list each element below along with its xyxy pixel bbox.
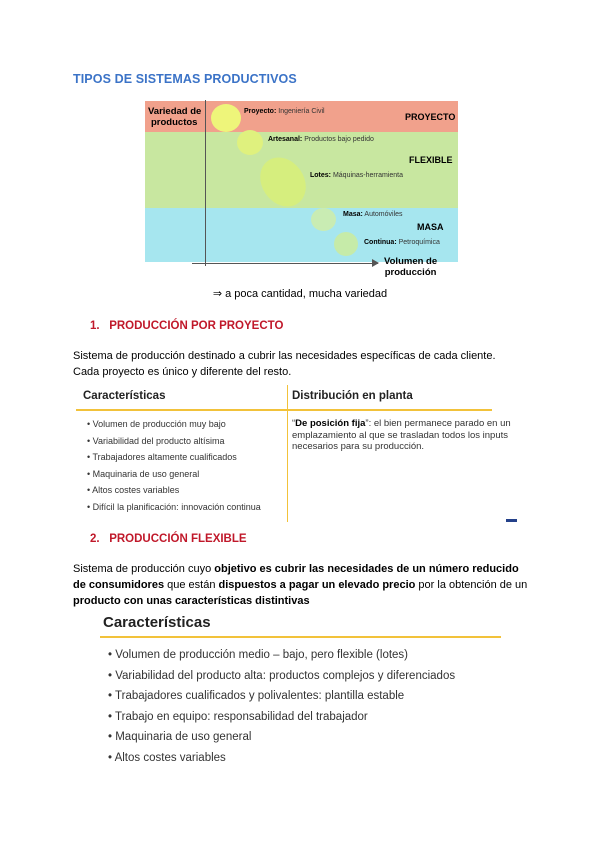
y-axis-label-line1: Variedad de bbox=[148, 106, 202, 117]
y-axis bbox=[205, 100, 206, 266]
section1-line1: Sistema de producción destinado a cubrir las necesidades específicas de cada cliente. bbox=[73, 350, 496, 362]
point-label-artesanal: Artesanal: Productos bajo pedido bbox=[268, 136, 374, 143]
table2-divider bbox=[100, 636, 501, 638]
list-item: • Maquinaria de uso general bbox=[87, 468, 200, 479]
list-item: • Trabajadores cualificados y polivalentes: plantilla estable bbox=[108, 690, 405, 702]
section2-description: Sistema de producción cuyo objetivo es cubrir las necesidades de un número reducido de consumidores que están dispuestos a pagar un elevado precio por la obtención de un producto con unas características distintivas bbox=[73, 563, 528, 607]
list-item: • Altos costes variables bbox=[108, 751, 226, 764]
y-axis-label bbox=[148, 106, 201, 128]
table1-col2-head: Distribución en planta bbox=[292, 390, 413, 402]
table1-column-divider bbox=[287, 385, 288, 522]
bubble-continua bbox=[334, 232, 358, 256]
bubble-artesanal bbox=[237, 130, 263, 155]
list-item: • Trabajo en equipo: responsabilidad del trabajador bbox=[108, 710, 368, 723]
section1-number: 1. bbox=[90, 320, 100, 332]
point-label-continua: Continua: Petroquímica bbox=[364, 239, 440, 246]
list-item: • Volumen de producción muy bajo bbox=[87, 419, 226, 429]
table1-distribution-text: “De posición fija”: el bien permanece parado en un emplazamiento al que se trasladan todos los inputs necesarios para su producción. bbox=[292, 418, 511, 452]
section1-description bbox=[73, 348, 496, 380]
list-item: • Variabilidad del producto altísima bbox=[87, 435, 225, 446]
category-masa: MASA bbox=[417, 222, 444, 232]
x-axis-label-line1: Volumen de bbox=[384, 256, 438, 267]
diagram-caption: ⇒ a poca cantidad, mucha variedad bbox=[212, 288, 388, 300]
decorative-mark bbox=[506, 519, 517, 522]
page-title: TIPOS DE SISTEMAS PRODUCTIVOS bbox=[73, 72, 297, 86]
section1-title: PRODUCCIÓN POR PROYECTO bbox=[109, 320, 284, 332]
point-label-masa: Masa: Automóviles bbox=[343, 211, 403, 218]
table1-list bbox=[87, 416, 261, 515]
band-masa bbox=[145, 208, 458, 262]
list-item: • Difícil la planificación: innovación continua bbox=[87, 501, 261, 512]
section2-heading bbox=[90, 533, 247, 545]
list-item: • Volumen de producción medio – bajo, pero flexible (lotes) bbox=[108, 649, 409, 661]
table1-col1-head: Características bbox=[83, 390, 166, 402]
bubble-masa bbox=[311, 208, 336, 231]
y-axis-label-line2: productos bbox=[151, 117, 198, 128]
list-item: • Variabilidad del producto alta: productos complejos y diferenciados bbox=[108, 669, 456, 682]
x-axis bbox=[192, 263, 378, 264]
category-flexible: FLEXIBLE bbox=[409, 155, 453, 165]
point-label-proyecto: Proyecto: Ingeniería Civil bbox=[244, 108, 325, 115]
bubble-proyecto bbox=[211, 104, 241, 132]
list-item: • Altos costes variables bbox=[87, 485, 180, 495]
x-axis-arrow-icon bbox=[372, 259, 379, 267]
list-item: • Trabajadores altamente cualificados bbox=[87, 452, 237, 462]
section2-title: PRODUCCIÓN FLEXIBLE bbox=[109, 533, 247, 545]
table2-list bbox=[108, 645, 455, 768]
table2-head: Características bbox=[103, 614, 211, 631]
x-axis-label-line2: producción bbox=[384, 267, 437, 278]
category-proyecto: PROYECTO bbox=[405, 112, 456, 122]
point-label-lotes: Lotes: Máquinas-herramienta bbox=[310, 172, 403, 179]
x-axis-label bbox=[384, 256, 437, 278]
section1-heading bbox=[90, 320, 283, 332]
list-item: • Maquinaria de uso general bbox=[108, 731, 252, 743]
section1-line2: Cada proyecto es único y diferente del resto. bbox=[73, 366, 292, 378]
section2-number: 2. bbox=[90, 533, 100, 545]
table1-divider bbox=[76, 409, 492, 411]
